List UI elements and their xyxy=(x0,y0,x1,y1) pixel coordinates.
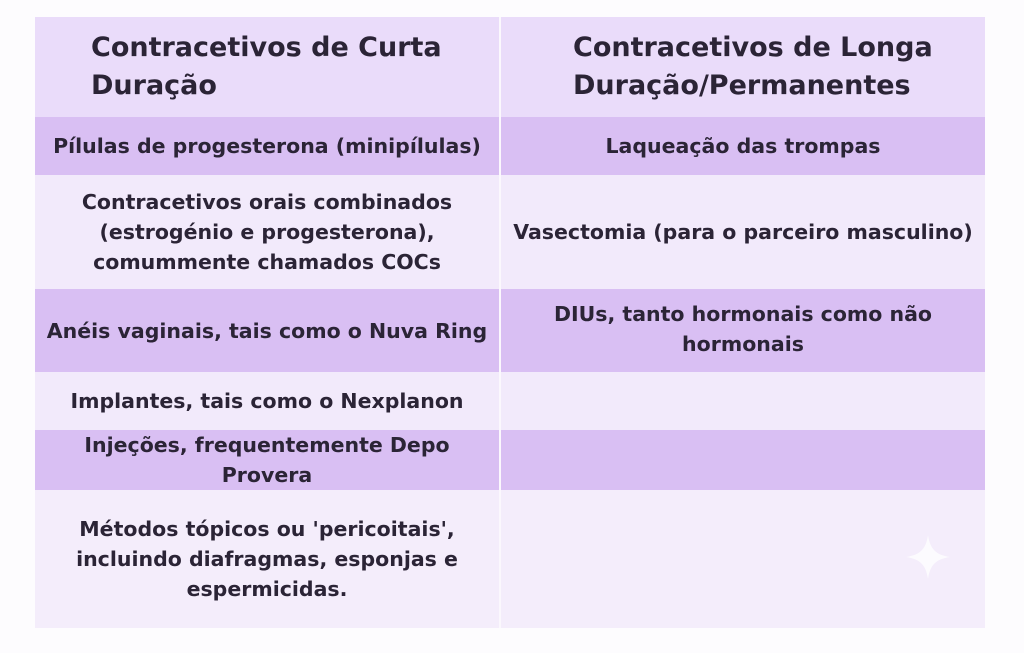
short-term-cell: Pílulas de progesterona (minipílulas) xyxy=(35,117,500,175)
column-header-short-term: Contracetivos de Curta Duração xyxy=(35,17,500,117)
long-term-cell: Vasectomia (para o parceiro masculino) xyxy=(500,175,985,289)
four-point-star-icon xyxy=(904,533,952,581)
contraceptives-table-container xyxy=(35,17,985,626)
table-row xyxy=(35,175,985,289)
long-term-cell: Laqueação das trompas xyxy=(500,117,985,175)
long-term-cell xyxy=(500,372,985,430)
table-row xyxy=(35,117,985,175)
short-term-cell: Métodos tópicos ou 'pericoitais', incluindo diafragmas, esponjas e espermicidas. xyxy=(35,490,500,628)
long-term-cell: DIUs, tanto hormonais como não hormonais xyxy=(500,289,985,372)
short-term-cell: Anéis vaginais, tais como o Nuva Ring xyxy=(35,289,500,372)
table-row xyxy=(35,372,985,430)
column-header-long-term: Contracetivos de Longa Duração/Permanentes xyxy=(500,17,985,117)
short-term-cell: Implantes, tais como o Nexplanon xyxy=(35,372,500,430)
table-header-row xyxy=(35,17,985,117)
table-row xyxy=(35,490,985,628)
table-row xyxy=(35,430,985,490)
short-term-cell: Contracetivos orais combinados (estrogénio e progesterona), comummente chamados COCs xyxy=(35,175,500,289)
contraceptives-table xyxy=(35,17,985,628)
short-term-cell: Injeções, frequentemente Depo Provera xyxy=(35,430,500,490)
table-row xyxy=(35,289,985,372)
long-term-cell xyxy=(500,430,985,490)
